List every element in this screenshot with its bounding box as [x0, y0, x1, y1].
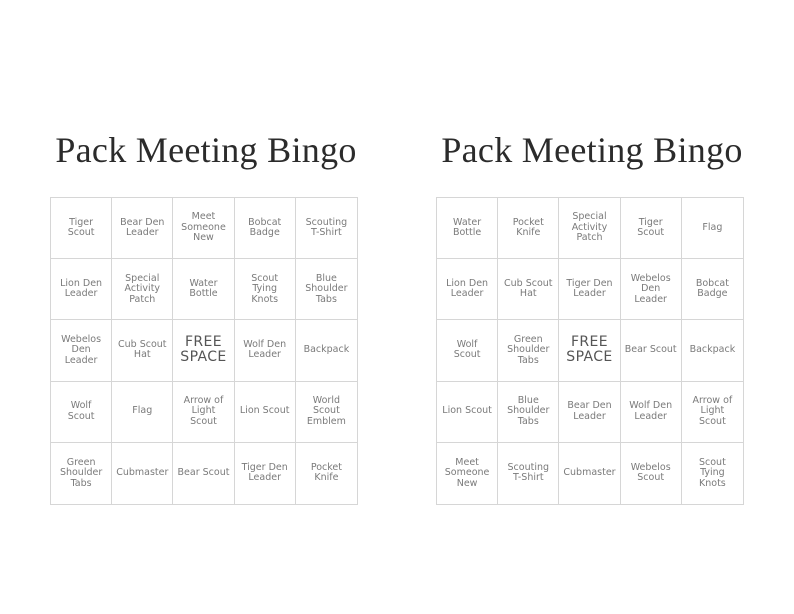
bingo-cell: Bobcat Badge — [682, 259, 743, 320]
bingo-cell: Tiger Scout — [51, 198, 112, 259]
bingo-cell: Wolf Scout — [437, 320, 498, 381]
bingo-cell: Backpack — [682, 320, 743, 381]
bingo-cell: Bobcat Badge — [235, 198, 296, 259]
bingo-cell: Bear Den Leader — [112, 198, 173, 259]
bingo-cell: Cubmaster — [112, 443, 173, 504]
bingo-cell: Meet Someone New — [173, 198, 234, 259]
card-title: Pack Meeting Bingo — [441, 130, 743, 170]
bingo-cell: Webelos Scout — [621, 443, 682, 504]
bingo-cell: Scout Tying Knots — [698, 456, 726, 489]
bingo-grid — [50, 197, 358, 505]
bingo-cell: Meet Someone New — [437, 443, 498, 504]
bingo-cell: Green Shoulder Tabs — [51, 443, 112, 504]
bingo-grid — [436, 197, 744, 505]
bingo-cell: Pocket Knife — [498, 198, 559, 259]
bingo-cell: Blue Shoulder Tabs — [498, 382, 559, 443]
bingo-cell: Backpack — [296, 320, 357, 381]
bingo-cell: Lion Scout — [437, 382, 498, 443]
bingo-cell: Pocket Knife — [310, 461, 342, 484]
bingo-cell: Green Shoulder Tabs — [498, 320, 559, 381]
bingo-cell: Arrow of Light Scout — [682, 382, 743, 443]
bingo-cell: Tiger Scout — [621, 198, 682, 259]
bingo-cell: Lion Den Leader — [51, 259, 112, 320]
bingo-cell: Flag — [112, 382, 173, 443]
bingo-cell: Webelos Den Leader — [51, 320, 112, 381]
free-space-cell: FREE SPACE — [559, 320, 620, 381]
bingo-cell: Bear Scout — [621, 320, 682, 381]
bingo-cell: Cubmaster — [559, 443, 620, 504]
bingo-cell: Blue Shoulder Tabs — [296, 259, 357, 320]
bingo-cell: Wolf Den Leader — [621, 382, 682, 443]
bingo-cell: Bear Scout — [173, 443, 234, 504]
bingo-cell: Water Bottle — [173, 259, 234, 320]
bingo-cell: Water Bottle — [437, 198, 498, 259]
bingo-cell: Special Activity Patch — [112, 259, 173, 320]
bingo-cell: Lion Den Leader — [437, 259, 498, 320]
bingo-cell: Scouting T-Shirt — [498, 443, 559, 504]
bingo-cell: World Scout Emblem — [296, 382, 357, 443]
bingo-cell: Scouting T-Shirt — [296, 198, 357, 259]
bingo-cell: Wolf Den Leader — [235, 320, 296, 381]
bingo-cell: Lion Scout — [235, 382, 296, 443]
card-title: Pack Meeting Bingo — [55, 130, 357, 170]
bingo-cell: Cub Scout Hat — [112, 320, 173, 381]
bingo-cell: Wolf Scout — [51, 382, 112, 443]
free-space-cell: FREE SPACE — [173, 320, 234, 381]
bingo-cell: Webelos Den Leader — [621, 259, 682, 320]
bingo-cell: Special Activity Patch — [559, 198, 620, 259]
bingo-cell: Cub Scout Hat — [498, 259, 559, 320]
bingo-cell: Bear Den Leader — [559, 382, 620, 443]
bingo-cell: Scout Tying Knots — [235, 259, 296, 320]
bingo-cell: Tiger Den Leader — [235, 443, 296, 504]
bingo-cell: Arrow of Light Scout — [173, 382, 234, 443]
bingo-cell: Flag — [682, 198, 743, 259]
bingo-cell: Tiger Den Leader — [559, 259, 620, 320]
